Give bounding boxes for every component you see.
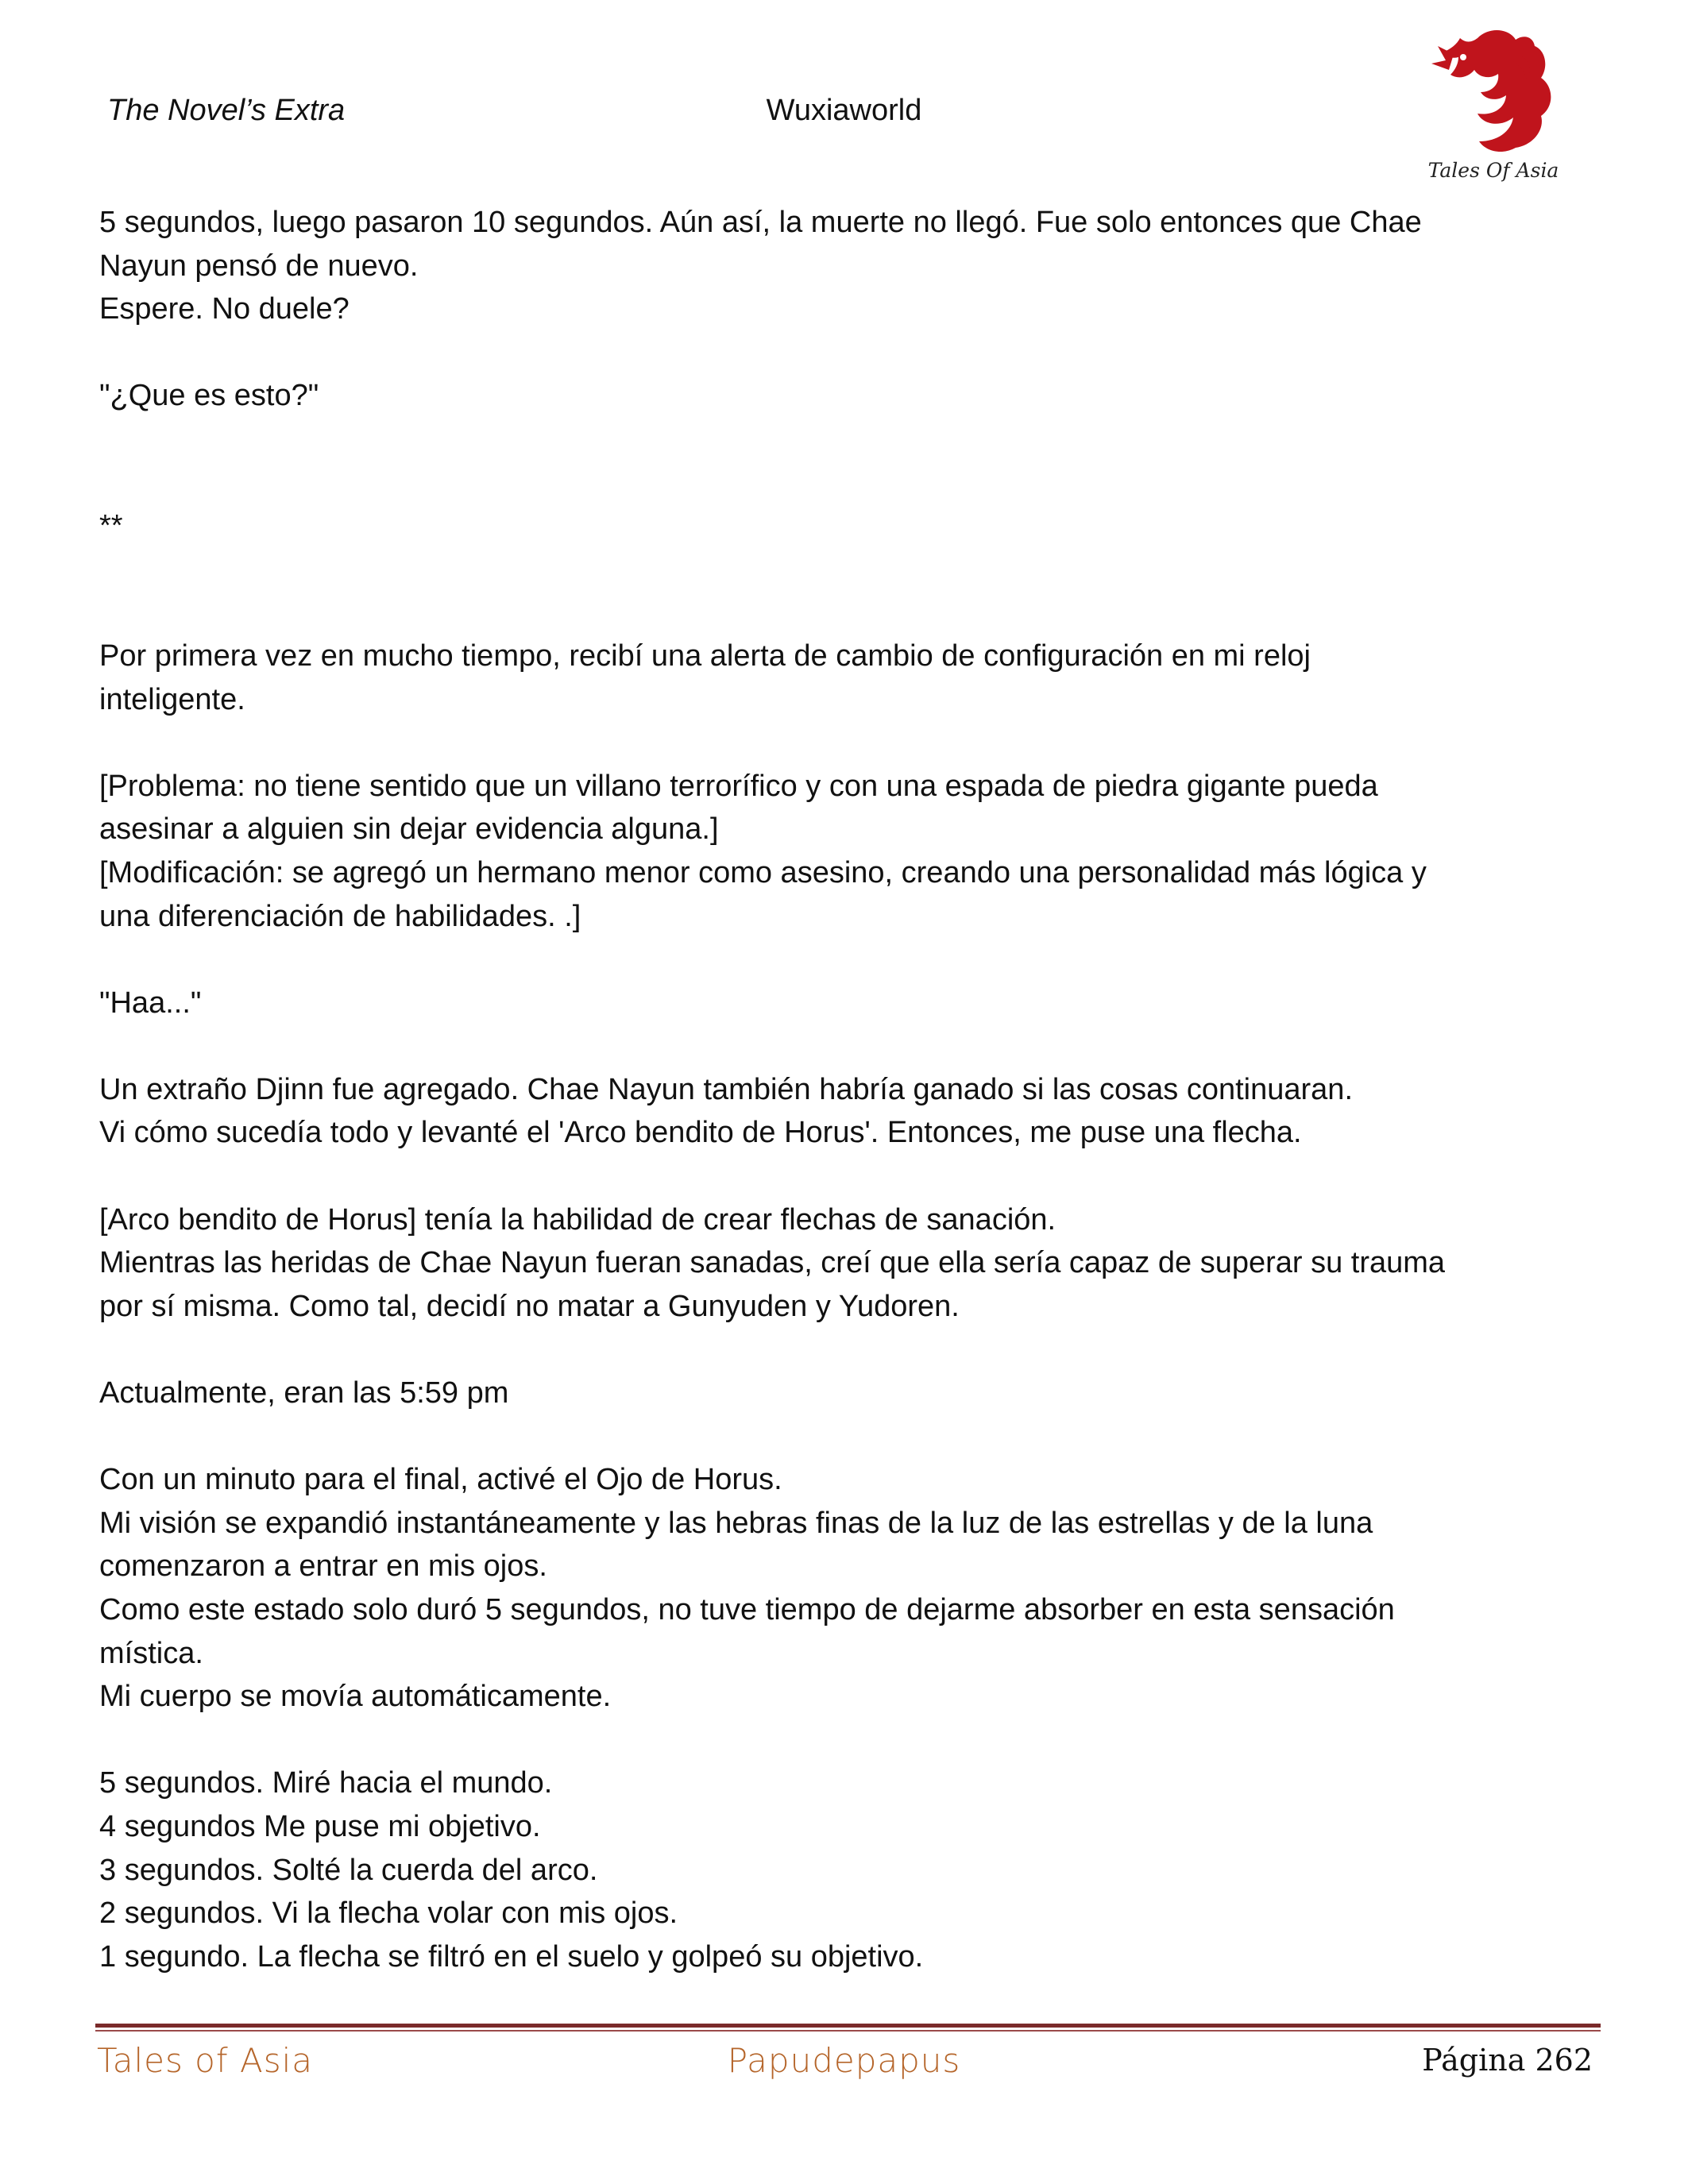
body-line: Mi cuerpo se movía automáticamente.	[99, 1680, 612, 1714]
page-body	[99, 201, 1593, 1978]
body-line: 1 segundo. La flecha se filtró en el suelo y golpeó su objetivo.	[99, 1939, 924, 1974]
body-line: Con un minuto para el final, activé el Ojo de Horus.	[99, 1463, 782, 1497]
body-line: [Modificación: se agregó un hermano menor como asesino, creando una personalidad más lógica y	[99, 855, 1427, 889]
body-line: "Haa..."	[99, 986, 202, 1020]
body-line: Espere. No duele?	[99, 292, 350, 326]
body-line: "¿Que es esto?"	[99, 379, 319, 413]
body-line: 5 segundos. Miré hacia el mundo.	[99, 1766, 553, 1800]
footer-brand: Tales of Asia	[97, 2041, 314, 2080]
body-line: 2 segundos. Vi la flecha volar con mis ojos.	[99, 1897, 678, 1931]
body-line: 4 segundos Me puse mi objetivo.	[99, 1809, 541, 1843]
body-line: Vi cómo sucedía todo y levanté el 'Arco bendito de Horus'. Entonces, me puse una flecha.	[99, 1116, 1302, 1150]
body-line: Nayun pensó de nuevo.	[99, 249, 419, 283]
body-line: [Arco bendito de Horus] tenía la habilidad de crear flechas de sanación.	[99, 1202, 1056, 1237]
page-number: Página 262	[1422, 2043, 1593, 2078]
body-line: 3 segundos. Solté la cuerda del arco.	[99, 1853, 598, 1887]
dragon-logo-graphic	[1422, 22, 1565, 161]
body-line: [Problema: no tiene sentido que un villano terrorífico y con una espada de piedra gigante pueda	[99, 769, 1378, 803]
header-site-name: Wuxiaworld	[766, 94, 922, 127]
body-line: Por primera vez en mucho tiempo, recibí una alerta de cambio de configuración en mi reloj	[99, 639, 1311, 673]
body-line: Actualmente, eran las 5:59 pm	[99, 1376, 509, 1410]
body-line: Un extraño Djinn fue agregado. Chae Nayun también habría ganado si las cosas continuaran.	[99, 1072, 1354, 1106]
footer-rule-thin	[95, 2030, 1601, 2032]
body-line: comenzaron a entrar en mis ojos.	[99, 1549, 547, 1584]
body-line: inteligente.	[99, 682, 245, 716]
red-dragon-icon	[1422, 22, 1565, 189]
body-line: asesinar a alguien sin dejar evidencia alguna.]	[99, 812, 719, 847]
body-line: Mientras las heridas de Chae Nayun fueran sanadas, creí que ella sería capaz de superar su trauma	[99, 1246, 1446, 1280]
logo-text: Tales Of Asia	[1427, 159, 1559, 182]
header-book-title: The Novel’s Extra	[107, 94, 346, 127]
body-line: mística.	[99, 1636, 203, 1670]
body-line: Como este estado solo duró 5 segundos, no tuve tiempo de dejarme absorber en esta sensación	[99, 1593, 1395, 1626]
footer-translator: Papudepapus	[727, 2041, 961, 2080]
body-line: 5 segundos, luego pasaron 10 segundos. Aún así, la muerte no llegó. Fue solo entonces que Chae	[99, 206, 1422, 239]
body-line: Mi visión se expandió instantáneamente y las hebras finas de la luz de las estrellas y de la luna	[99, 1506, 1373, 1540]
body-line: por sí misma. Como tal, decidí no matar a Gunyuden y Yudoren.	[99, 1289, 960, 1323]
scene-separator: **	[99, 509, 123, 543]
footer-rule	[95, 2024, 1601, 2028]
body-line: una diferenciación de habilidades. .]	[99, 899, 581, 933]
